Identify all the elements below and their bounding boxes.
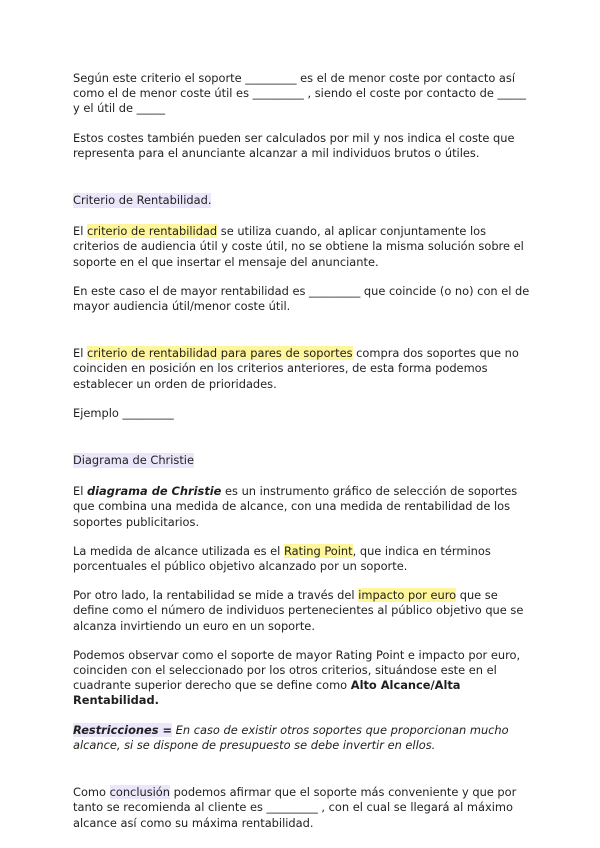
paragraph-conclusion <box>73 785 533 831</box>
paragraph-pares-soportes <box>73 346 533 392</box>
paragraph-criterio-coste: Según este criterio el soporte _________ es el de menor coste por contacto así como el de menor coste útil es _________ , siendo el coste por contacto de _____ y el útil de _____ <box>73 71 527 116</box>
paragraph-alto-alcance <box>73 648 533 709</box>
text-post: se utiliza cuando, al aplicar conjuntamente los criterios de audiencia útil y coste útil, no se obtiene la misma solución sobre el soporte en el que insertar el mensaje del anunciante. <box>73 224 524 269</box>
highlight-criterio-rentabilidad: criterio de rentabilidad <box>86 224 218 239</box>
text-pre: La medida de alcance utilizada es el <box>73 543 284 558</box>
highlight-pares-soportes: criterio de rentabilidad para pares de soportes <box>86 346 353 361</box>
label-restricciones: Restricciones = <box>73 722 173 737</box>
paragraph-criterio-rentabilidad <box>73 224 533 270</box>
text-pre: Podemos observar como el soporte de mayor Rating Point e impacto por euro, coinciden con el seleccionado por los otros criterios, situándose este en el cuadrante superior derecho que se define como <box>73 647 521 693</box>
bold-alto-alcance: Alto Alcance/Alta Rentabilidad. <box>73 678 461 708</box>
text-post: podemos afirmar que el soporte más conveniente y que por tanto se recomienda al cliente es _________ , con el cual se llegará al máximo alcance así como su máxima rentabilidad. <box>73 785 517 830</box>
heading-diagrama-christie <box>73 453 533 468</box>
bold-diagrama-christie: diagrama de Christie <box>86 484 222 499</box>
heading-text: Diagrama de Christie <box>73 453 194 468</box>
text-pre: El <box>73 224 87 239</box>
text-pre: Como <box>73 785 110 800</box>
text-post: compra dos soportes que no coinciden en posición en los criterios anteriores, de esta forma podemos establecer un orden de prioridades. <box>73 346 519 391</box>
paragraph-diagrama-christie <box>73 484 533 530</box>
highlight-rating-point: Rating Point <box>283 543 353 558</box>
text-post: , que indica en términos porcentuales el público objetivo alcanzado por un soporte. <box>73 543 491 574</box>
text-pre: Por otro lado, la rentabilidad se mide a través del <box>73 588 359 603</box>
paragraph-restricciones <box>73 723 533 753</box>
highlight-impacto-por-euro: impacto por euro <box>358 588 457 603</box>
paragraph-impacto-por-euro <box>73 588 533 634</box>
heading-criterio-rentabilidad <box>73 193 533 208</box>
text-pre: El <box>73 484 87 499</box>
text-restricciones: En caso de existir otros soportes que proporcionan mucho alcance, si se dispone de presupuesto se debe invertir en ellos. <box>73 722 509 752</box>
heading-text: Criterio de Rentabilidad. <box>73 193 212 208</box>
paragraph-mayor-rentabilidad: En este caso el de mayor rentabilidad es _________ que coincide (o no) con el de mayor audiencia útil/menor coste útil. <box>73 283 530 314</box>
paragraph-rating-point <box>73 544 533 574</box>
text-post: es un instrumento gráfico de selección de soportes que combina una medida de alcance, con una medida de rentabilidad de los soportes publicitarios. <box>73 484 518 529</box>
text-pre: El <box>73 346 87 361</box>
paragraph-costes-por-mil: Estos costes también pueden ser calculados por mil y nos indica el coste que representa para el anunciante alcanzar a mil individuos brutos o útiles. <box>73 130 515 160</box>
document-page <box>73 71 533 831</box>
highlight-conclusion: conclusión <box>109 785 170 800</box>
text-post: que se define como el número de individuos pertenecientes al público objetivo que se alcanza invirtiendo un euro en un soporte. <box>73 588 524 633</box>
paragraph-ejemplo: Ejemplo _________ <box>73 405 174 420</box>
